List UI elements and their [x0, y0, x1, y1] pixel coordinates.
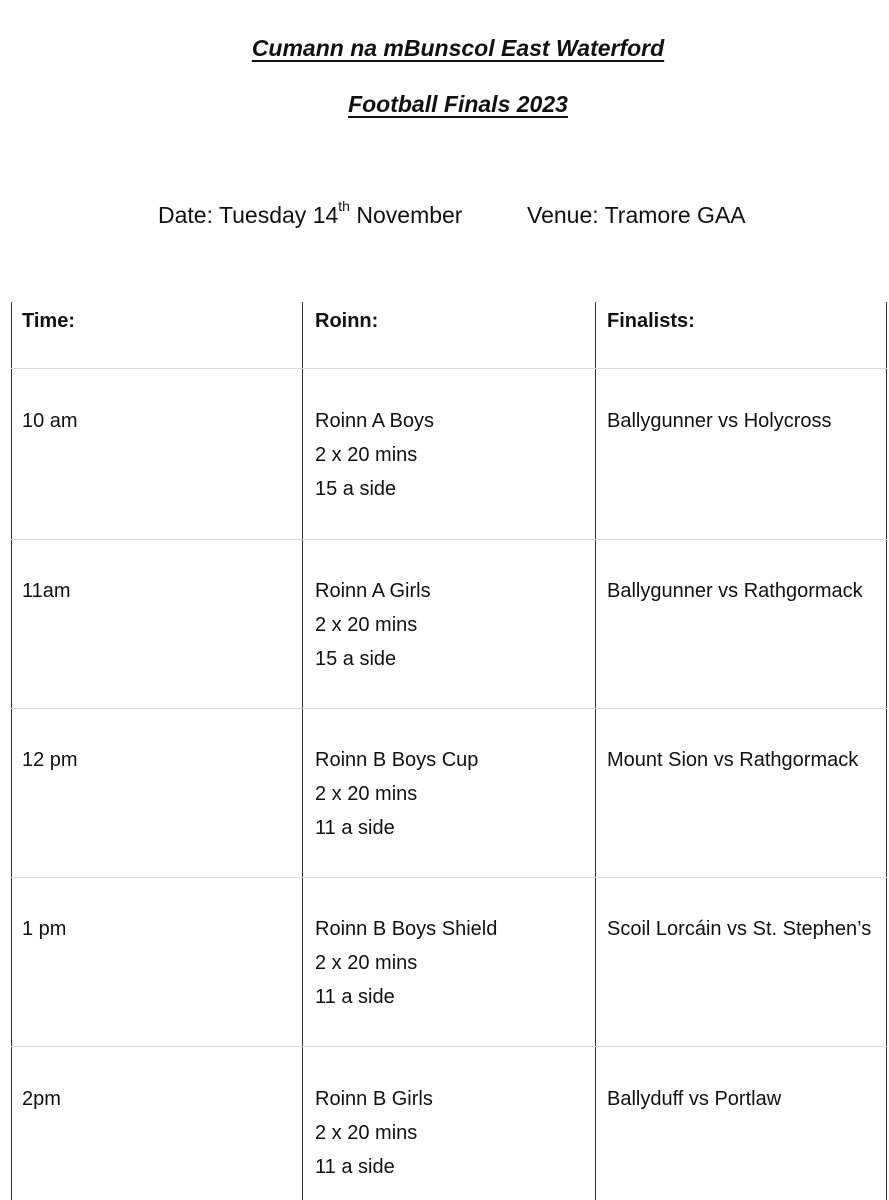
roinn-name: Roinn B Girls	[315, 1088, 433, 1110]
table-row-roinn	[315, 1082, 433, 1184]
row-divider	[11, 539, 887, 540]
team-format: 11 a side	[315, 986, 395, 1008]
table-row-finalists: Ballyduff vs Portlaw	[607, 1088, 782, 1110]
team-format: 15 a side	[315, 648, 397, 670]
table-row-roinn	[315, 574, 431, 676]
table-row-finalists: Ballygunner vs Holycross	[607, 410, 832, 432]
document-subtitle: Football Finals 2023	[348, 91, 568, 117]
date-prefix: Date: Tuesday 14	[158, 202, 339, 228]
row-divider	[11, 1046, 887, 1047]
column-header-finalists: Finalists:	[607, 310, 695, 332]
table-row-finalists: Ballygunner vs Rathgormack	[607, 580, 863, 602]
team-format: 11 a side	[315, 1156, 395, 1178]
roinn-name: Roinn A Girls	[315, 580, 431, 602]
table-row-finalists: Scoil Lorcáin vs St. Stephen’s	[607, 918, 872, 940]
event-date	[158, 198, 463, 229]
table-row-time: 1 pm	[22, 918, 67, 940]
roinn-name: Roinn B Boys Cup	[315, 749, 479, 771]
match-duration: 2 x 20 mins	[315, 1122, 418, 1144]
roinn-name: Roinn B Boys Shield	[315, 918, 498, 940]
table-row-time: 2pm	[22, 1088, 61, 1110]
table-row-time: 11am	[22, 580, 71, 602]
table-row-finalists: Mount Sion vs Rathgormack	[607, 749, 859, 771]
column-header-roinn: Roinn:	[315, 310, 379, 332]
row-divider	[11, 708, 887, 709]
match-duration: 2 x 20 mins	[315, 444, 418, 466]
column-header-time: Time:	[22, 310, 75, 332]
match-duration: 2 x 20 mins	[315, 783, 418, 805]
match-duration: 2 x 20 mins	[315, 614, 418, 636]
table-divider-2	[595, 302, 596, 1200]
row-divider	[11, 877, 887, 878]
row-divider	[11, 368, 887, 369]
table-border-right	[886, 302, 887, 1200]
date-month: November	[349, 202, 463, 228]
team-format: 11 a side	[315, 817, 395, 839]
match-duration: 2 x 20 mins	[315, 952, 418, 974]
roinn-name: Roinn A Boys	[315, 410, 434, 432]
table-row-time: 10 am	[22, 410, 78, 432]
table-border-left	[11, 302, 12, 1200]
table-row-roinn	[315, 912, 497, 1014]
table-row-roinn	[315, 404, 434, 506]
event-venue: Venue: Tramore GAA	[527, 202, 746, 228]
document-title: Cumann na mBunscol East Waterford	[251, 35, 665, 61]
table-row-roinn	[315, 743, 478, 845]
team-format: 15 a side	[315, 478, 397, 500]
date-ordinal-suffix: th	[338, 198, 350, 214]
table-row-time: 12 pm	[22, 749, 78, 771]
table-divider-1	[302, 302, 303, 1200]
